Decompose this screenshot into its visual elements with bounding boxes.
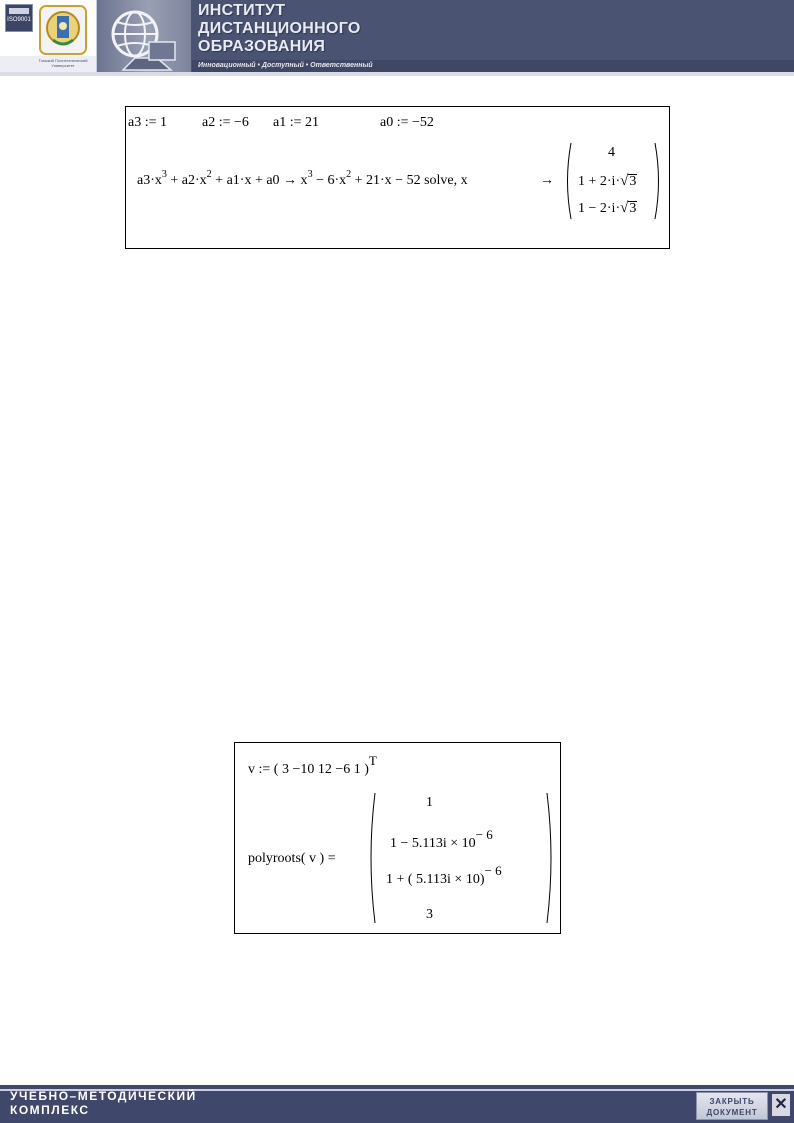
root-value: 1 − 2·i·√3 [578,200,637,216]
page-header [0,0,794,76]
vector-definition: v := ( 3 −10 12 −6 1 )T [248,753,377,777]
mathcad-solve-box [125,106,670,249]
mathcad-polyroots-box [234,742,561,934]
evaluation-arrow: → [540,173,554,188]
institute-title: ИНСТИТУТ ДИСТАНЦИОННОГО ОБРАЗОВАНИЯ [198,2,361,55]
root-value: 3 [426,907,433,922]
university-caption: Томский Политехнический Университет [38,58,88,68]
header-globe-area [97,0,191,76]
root-value: 1 + 2·i·√3 [578,173,637,189]
close-icon[interactable]: ✕ [772,1094,790,1116]
institute-slogan: Инновационный • Доступный • Ответственный [198,62,373,69]
root-value: 1 − 5.113i × 10− 6 [390,827,493,851]
header-divider [0,72,794,76]
root-value: 1 + ( 5.113i × 10)− 6 [386,863,502,887]
a2-definition: a2 := −6 [202,115,249,130]
polyroots-call: polyroots( v ) = [248,851,336,866]
root-value: 1 [426,795,433,810]
close-document-button[interactable]: ЗАКРЫТЬ ДОКУМЕНТ [696,1092,768,1120]
a0-definition: a0 := −52 [380,115,434,130]
a1-definition: a1 := 21 [273,115,319,130]
course-brand: УЧЕБНО–МЕТОДИЧЕСКИЙ КОМПЛЕКС [10,1089,197,1117]
university-emblem-icon [38,4,88,56]
symbolic-expression: $a3\cdot x^3 + a2\cdot x^2 + a1\cdot x + a0 \to x^3 - 6\cdot x^2 + 21\cdot x - 52$ solve, x [137,169,468,188]
header-logo-area [0,0,97,76]
page-footer [0,1085,794,1123]
a3-definition: a3 := 1 [128,115,167,130]
iso-badge-icon: ISO9001 [5,4,33,32]
globe-icon [105,4,183,74]
polyroots-matrix-brackets [366,791,556,925]
root-value: 4 [608,145,615,160]
